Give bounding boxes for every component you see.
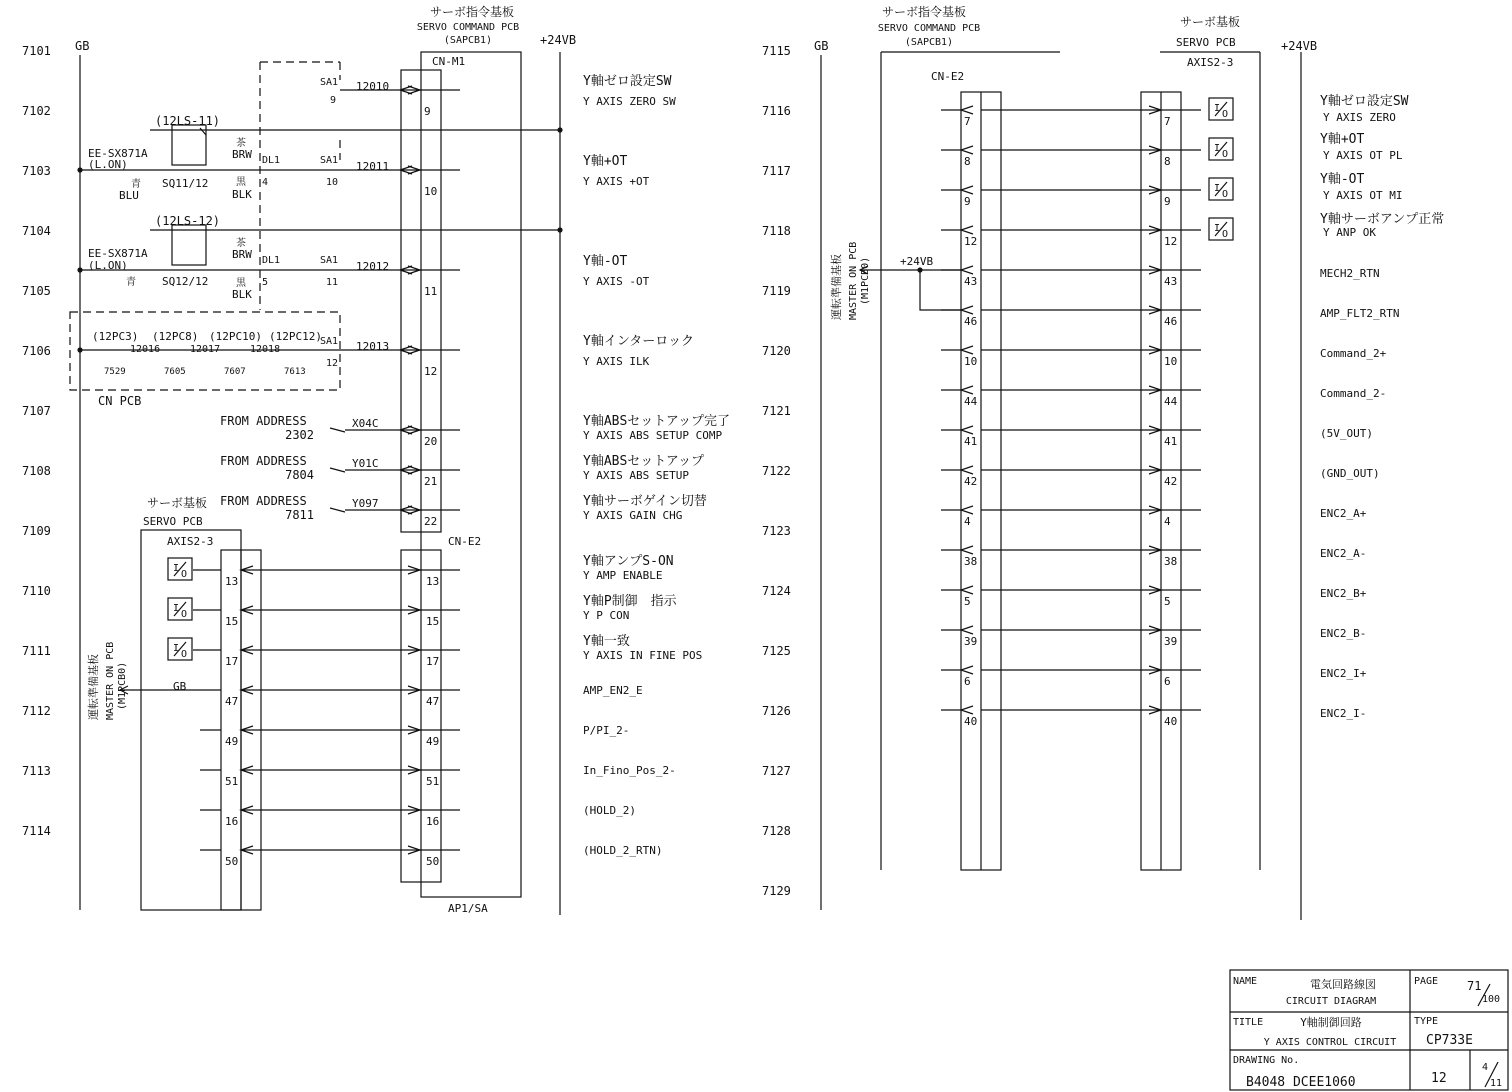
servo-pin-number: 43: [1164, 275, 1178, 288]
signal-label-jp: Y軸-OT: [583, 254, 628, 269]
signal-label-jp: Y軸サーボアンプ正常: [1320, 212, 1445, 227]
wire-color: 青: [131, 179, 141, 190]
servo-pin-number: 46: [1164, 315, 1178, 328]
diode-pin: 5: [262, 277, 269, 288]
diagram-text: [22, 4, 1502, 1090]
cn-pcb-label: CN PCB: [98, 394, 142, 408]
cn-m1-label: CN-M1: [432, 55, 466, 68]
sensor-sq: SQ11/12: [162, 177, 209, 190]
row-number: 7110: [22, 584, 51, 598]
wire-number: 12011: [356, 160, 390, 173]
servo-pin-left-chevron: [961, 706, 973, 714]
cn-pin-number: 42: [964, 475, 978, 488]
sensor-model: EE-SX871A: [88, 147, 148, 160]
signal-label-jp: Y軸ABSセットアップ完了: [583, 414, 731, 429]
servo-pin-left-chevron: [961, 266, 973, 274]
servo-pin-number: 47: [225, 695, 239, 708]
cn-pin-number: 17: [426, 655, 440, 668]
title-block-label: TITLE: [1233, 1017, 1264, 1028]
servo-pin-left-chevron: [961, 666, 973, 674]
servo-command-pcb-label: SERVO COMMAND PCB: [416, 22, 520, 33]
title-block-label: TYPE: [1414, 1016, 1439, 1027]
cn-e2-label: CN-E2: [448, 535, 482, 548]
ap1-label: AP1/SA: [448, 902, 488, 915]
row-number: 7117: [762, 164, 791, 178]
cn-pin-number: 39: [964, 635, 978, 648]
io-marker-text: I: [1214, 223, 1221, 234]
cn-pin-number: 38: [964, 555, 978, 568]
row-number: 7101: [22, 44, 51, 58]
row-number: 7109: [22, 524, 51, 538]
row-number: 7123: [762, 524, 791, 538]
servo-pin-left-chevron: [961, 426, 973, 434]
interlock-contact: (12PC3): [92, 330, 139, 343]
sheet-number: 12: [1431, 1071, 1447, 1086]
diode-label: DL1: [262, 155, 281, 166]
sa1-pin: 12: [326, 358, 339, 369]
signal-name: X04C: [352, 417, 379, 430]
sub-sheet: 4: [1482, 1062, 1489, 1073]
master-on-pcb-label: MASTER ON PCB: [848, 241, 859, 320]
cn-pin-number: 46: [964, 315, 978, 328]
wire-color: BLK: [232, 188, 252, 201]
title-block-label: PAGE: [1414, 976, 1439, 987]
master-on-pcb-id: (M1PCB0): [860, 256, 871, 305]
drawing-title-en: Y AXIS CONTROL CIRCUIT: [1263, 1037, 1397, 1048]
row-number: 7127: [762, 764, 791, 778]
wire-color: BRW: [232, 248, 252, 261]
servo-pin-number: 44: [1164, 395, 1178, 408]
wire-color: 茶: [236, 238, 246, 249]
drawing-number: B4048 DCEE1060: [1246, 1075, 1356, 1090]
cn-pin-number: 51: [426, 775, 440, 788]
servo-pin-left-chevron: [961, 306, 973, 314]
v24-label: +24VB: [900, 255, 934, 268]
signal-label-en: ENC2_B+: [1320, 587, 1367, 600]
servo-pin-left-chevron: [961, 146, 973, 154]
signal-label-jp: Y軸P制御 指示: [583, 594, 677, 609]
row-number: 7118: [762, 224, 791, 238]
servo-pin-number: 38: [1164, 555, 1178, 568]
servo-command-pcb-id: (SAPCB1): [904, 37, 954, 48]
servo-pin-number: 41: [1164, 435, 1178, 448]
wire-color: 茶: [236, 138, 246, 149]
io-marker-text: I: [1214, 183, 1221, 194]
page-number: 71: [1467, 979, 1482, 993]
wire-color: 黒: [236, 278, 246, 289]
signal-label-en: Y AXIS GAIN CHG: [583, 509, 683, 522]
servo-pin-number: 51: [225, 775, 239, 788]
signal-label-en: AMP_EN2_E: [583, 684, 643, 697]
row-number: 7114: [22, 824, 51, 838]
sa1-terminal: SA1: [320, 336, 339, 347]
servo-pcb-label: SERVO PCB: [1176, 36, 1236, 49]
cn-pin-number: 49: [426, 735, 440, 748]
io-marker-text: O: [1222, 229, 1229, 240]
cn-pin: 21: [424, 475, 438, 488]
io-marker-text: I: [1214, 103, 1221, 114]
sensor-lever: [200, 128, 206, 135]
row-number: 7111: [22, 644, 51, 658]
servo-pin-number: 8: [1164, 155, 1171, 168]
wire-number: 12018: [250, 344, 281, 355]
row-number: 7113: [22, 764, 51, 778]
servo-pin-number: 7: [1164, 115, 1171, 128]
signal-label-jp: Y軸一致: [583, 634, 630, 649]
signal-label-jp: Y軸アンプS-ON: [583, 554, 674, 569]
sensor-mode: (L.ON): [88, 158, 128, 171]
arrow: [330, 508, 345, 512]
cn-pin-number: 13: [426, 575, 440, 588]
cn-pin-number: 43: [964, 275, 978, 288]
axis-label: AXIS2-3: [167, 535, 214, 548]
signal-label-jp: Y軸ゼロ設定SW: [1320, 94, 1409, 109]
servo-command-pcb-id: (SAPCB1): [443, 35, 493, 46]
title-block-label: NAME: [1233, 976, 1258, 987]
servo-pin-number: 4: [1164, 515, 1171, 528]
wire-color: 青: [126, 277, 136, 288]
cn-pin: 10: [424, 185, 438, 198]
signal-label-en: (HOLD_2): [583, 804, 636, 817]
junction-dot: [557, 127, 562, 132]
signal-label-en: Y AXIS ZERO: [1323, 111, 1396, 124]
servo-pin-left-chevron: [961, 386, 973, 394]
junction-dot: [77, 267, 82, 272]
signal-label-en: Y AXIS OT PL: [1323, 149, 1403, 162]
servo-pin-number: 15: [225, 615, 239, 628]
diode-pin: 4: [262, 177, 269, 188]
from-address-num: 2302: [285, 428, 314, 442]
servo-pcb-label: サーボ基板: [1180, 15, 1241, 29]
cn-pin-number: 41: [964, 435, 978, 448]
signal-label-en: Y AXIS ABS SETUP COMP: [583, 429, 723, 442]
signal-label-en: Y ANP OK: [1323, 226, 1376, 239]
title-block-label: DRAWING No.: [1233, 1055, 1300, 1066]
row-number: 7103: [22, 164, 51, 178]
junction-dot: [77, 167, 82, 172]
cn-pin-number: 50: [426, 855, 440, 868]
cn-pin-number: 9: [964, 195, 971, 208]
sensor-12ls-12: [172, 225, 206, 265]
from-address: FROM ADDRESS: [220, 494, 307, 508]
row-number: 7112: [22, 704, 51, 718]
wire-color: 黒: [236, 177, 246, 188]
row-number: 7126: [762, 704, 791, 718]
servo-pin-left-chevron: [961, 546, 973, 554]
interlock-contact: (12PC12): [269, 330, 322, 343]
signal-label-en: Command_2-: [1320, 387, 1387, 400]
servo-pin-left-chevron: [961, 626, 973, 634]
interlock-contact: (12PC8): [152, 330, 199, 343]
row-number: 7129: [762, 884, 791, 898]
servo-pin-number: 17: [225, 655, 239, 668]
servo-pcb-label: サーボ基板: [147, 496, 208, 510]
signal-label-en: Y P CON: [583, 609, 630, 622]
io-marker-text: O: [1222, 149, 1229, 160]
signal-label-en: P/PI_2-: [583, 724, 630, 737]
io-marker-text: I: [173, 603, 180, 614]
servo-pcb-label: SERVO PCB: [143, 515, 203, 528]
signal-label-jp: Y軸-OT: [1320, 172, 1365, 187]
io-marker-text: I: [173, 643, 180, 654]
signal-label-en: Y AXIS ILK: [583, 355, 650, 368]
servo-pin-left-chevron: [961, 186, 973, 194]
signal-label-en: Y AMP ENABLE: [583, 569, 663, 582]
cn-pin-number: 4: [964, 515, 971, 528]
signal-label-jp: Y軸インターロック: [583, 334, 695, 349]
signal-label-en: (GND_OUT): [1320, 467, 1380, 480]
cn-pin-number: 12: [964, 235, 978, 248]
address-label: 7607: [224, 367, 246, 377]
from-address: FROM ADDRESS: [220, 454, 307, 468]
sensor-id: (12LS-11): [155, 114, 221, 128]
from-address-num: 7804: [285, 468, 314, 482]
cn-pin: 12: [424, 365, 438, 378]
servo-pin-left-chevron: [961, 466, 973, 474]
signal-label-en: Y AXIS +OT: [583, 175, 650, 188]
sa1-terminal: SA1: [320, 155, 339, 166]
signal-label-en: Y AXIS -OT: [583, 275, 650, 288]
master-on-pcb-label: MASTER ON PCB: [105, 641, 116, 720]
row-number: 7128: [762, 824, 791, 838]
wire-color: BRW: [232, 148, 252, 161]
junction-dot: [557, 227, 562, 232]
wire-number: 12017: [190, 344, 221, 355]
cn-pin-number: 40: [964, 715, 978, 728]
signal-label-en: ENC2_B-: [1320, 627, 1367, 640]
cn-pin-number: 7: [964, 115, 971, 128]
signal-name: Y01C: [352, 457, 379, 470]
signal-label-jp: Y軸+OT: [1320, 132, 1365, 147]
arrow: [330, 468, 345, 472]
signal-label-en: ENC2_I-: [1320, 707, 1367, 720]
diode-label: DL1: [262, 255, 281, 266]
servo-pin-number: 40: [1164, 715, 1178, 728]
gb-label: GB: [173, 680, 187, 693]
row-number: 7115: [762, 44, 791, 58]
signal-label-en: ENC2_I+: [1320, 667, 1367, 680]
wire-number: 12012: [356, 260, 390, 273]
master-on-pcb-label: 運転準備基板: [87, 654, 100, 720]
servo-pin-left-chevron: [961, 586, 973, 594]
servo-pin-number: 39: [1164, 635, 1178, 648]
from-address: FROM ADDRESS: [220, 414, 307, 428]
servo-pin-left-chevron: [961, 106, 973, 114]
row-number: 7107: [22, 404, 51, 418]
servo-pin-number: 6: [1164, 675, 1171, 688]
address-label: 7529: [104, 367, 126, 377]
signal-label-jp: Y軸ABSセットアップ: [583, 454, 705, 469]
servo-pin-number: 10: [1164, 355, 1178, 368]
row-number: 7119: [762, 284, 791, 298]
servo-command-pcb-label: サーボ指令基板: [429, 5, 515, 19]
signal-label-en: Command_2+: [1320, 347, 1387, 360]
servo-pin-number: 12: [1164, 235, 1178, 248]
gb-bus-label: GB: [814, 39, 829, 53]
cn-pin-number: 10: [964, 355, 978, 368]
drawing-title-jp: Y軸制御回路: [1300, 1016, 1362, 1029]
servo-pin-number: 16: [225, 815, 239, 828]
signal-label-en: Y AXIS OT MI: [1323, 189, 1403, 202]
cn-pin-number: 15: [426, 615, 440, 628]
signal-label-en: Y AXIS IN FINE POS: [583, 649, 703, 662]
servo-pin-number: 5: [1164, 595, 1171, 608]
master-on-pcb-id: (M1PCB0): [117, 661, 128, 710]
servo-pin-number: 49: [225, 735, 239, 748]
io-marker-text: I: [1214, 143, 1221, 154]
signal-label-en: MECH2_RTN: [1320, 267, 1380, 280]
sensor-model: EE-SX871A: [88, 247, 148, 260]
sensor-sq: SQ12/12: [162, 275, 209, 288]
drawing-name-jp: 電気回路線図: [1310, 978, 1376, 991]
cn-pin-number: 8: [964, 155, 971, 168]
signal-name: Y097: [352, 497, 379, 510]
wire-number: 12016: [130, 344, 161, 355]
servo-command-pcb-label: サーボ指令基板: [881, 5, 967, 19]
sensor-12ls-11: [172, 125, 206, 165]
cn-pin: 9: [424, 105, 431, 118]
wiring: [70, 52, 1508, 1090]
io-marker-text: O: [181, 569, 188, 580]
v24-bus-label: +24VB: [540, 33, 577, 47]
signal-label-en: In_Fino_Pos_2-: [583, 764, 676, 777]
address-label: 7613: [284, 367, 306, 377]
io-marker-text: O: [1222, 109, 1229, 120]
row-number: 7124: [762, 584, 791, 598]
row-number: 7104: [22, 224, 51, 238]
sa1-pin: 10: [326, 177, 339, 188]
row-number: 7108: [22, 464, 51, 478]
io-marker-text: O: [181, 649, 188, 660]
sensor-id: (12LS-12): [155, 214, 221, 228]
sa1-pin: 11: [326, 277, 339, 288]
cn-pin-number: 47: [426, 695, 440, 708]
row-number: 7116: [762, 104, 791, 118]
wire-color: BLK: [232, 288, 252, 301]
signal-label-en: ENC2_A+: [1320, 507, 1367, 520]
axis-label: AXIS2-3: [1187, 56, 1234, 69]
servo-pin-left-chevron: [961, 226, 973, 234]
cn-pin: 11: [424, 285, 438, 298]
row-number: 7106: [22, 344, 51, 358]
cn-pin-number: 16: [426, 815, 440, 828]
io-marker-text: I: [173, 563, 180, 574]
row-number: 7105: [22, 284, 51, 298]
signal-label-jp: Y軸+OT: [583, 154, 628, 169]
servo-pin-number: 50: [225, 855, 239, 868]
cn-pin: 22: [424, 515, 438, 528]
io-marker-text: O: [181, 609, 188, 620]
wire-number: 12010: [356, 80, 390, 93]
signal-label-jp: Y軸ゼロ設定SW: [583, 74, 672, 89]
servo-pin-left-chevron: [961, 506, 973, 514]
signal-label-en: ENC2_A-: [1320, 547, 1367, 560]
arrow: [330, 428, 345, 432]
sa1-terminal: SA1: [320, 77, 339, 88]
type-value: CP733E: [1426, 1033, 1473, 1048]
v24-bus-label: +24VB: [1281, 39, 1318, 53]
servo-pin-number: 42: [1164, 475, 1178, 488]
servo-pin-number: 9: [1164, 195, 1171, 208]
cn-pin-number: 6: [964, 675, 971, 688]
sub-sheet-total: 11: [1490, 1078, 1503, 1089]
row-number: 7102: [22, 104, 51, 118]
sa1-terminal: SA1: [320, 255, 339, 266]
servo-pin-left-chevron: [961, 346, 973, 354]
cn-pin-number: 5: [964, 595, 971, 608]
row-number: 7121: [762, 404, 791, 418]
signal-label-en: AMP_FLT2_RTN: [1320, 307, 1400, 320]
v24-branch: [920, 270, 961, 310]
io-marker-text: O: [1222, 189, 1229, 200]
signal-label-en: Y AXIS ZERO SW: [583, 95, 676, 108]
sensor-mode: (L.ON): [88, 259, 128, 272]
servo-pin-number: 13: [225, 575, 239, 588]
sa1-pin: 9: [330, 95, 337, 106]
drawing-name-en: CIRCUIT DIAGRAM: [1285, 996, 1377, 1007]
address-label: 7605: [164, 367, 186, 377]
signal-label-en: Y AXIS ABS SETUP: [583, 469, 689, 482]
row-number: 7122: [762, 464, 791, 478]
cn-pin: 20: [424, 435, 438, 448]
page-total: 100: [1482, 994, 1501, 1005]
signal-label-en: (5V_OUT): [1320, 427, 1373, 440]
row-number: 7125: [762, 644, 791, 658]
wire-number: 12013: [356, 340, 390, 353]
gb-bus-label: GB: [75, 39, 90, 53]
wire-color: BLU: [119, 189, 139, 202]
from-address-num: 7811: [285, 508, 314, 522]
signal-label-en: (HOLD_2_RTN): [583, 844, 663, 857]
row-number: 7120: [762, 344, 791, 358]
servo-command-pcb-label: SERVO COMMAND PCB: [877, 23, 981, 34]
master-on-pcb-label: 運転準備基板: [830, 254, 843, 320]
cn-e2-label: CN-E2: [931, 70, 965, 83]
cn-pin-number: 44: [964, 395, 978, 408]
junction-dot: [77, 347, 82, 352]
signal-label-jp: Y軸サーボゲイン切替: [583, 494, 707, 509]
interlock-contact: (12PC10): [209, 330, 262, 343]
